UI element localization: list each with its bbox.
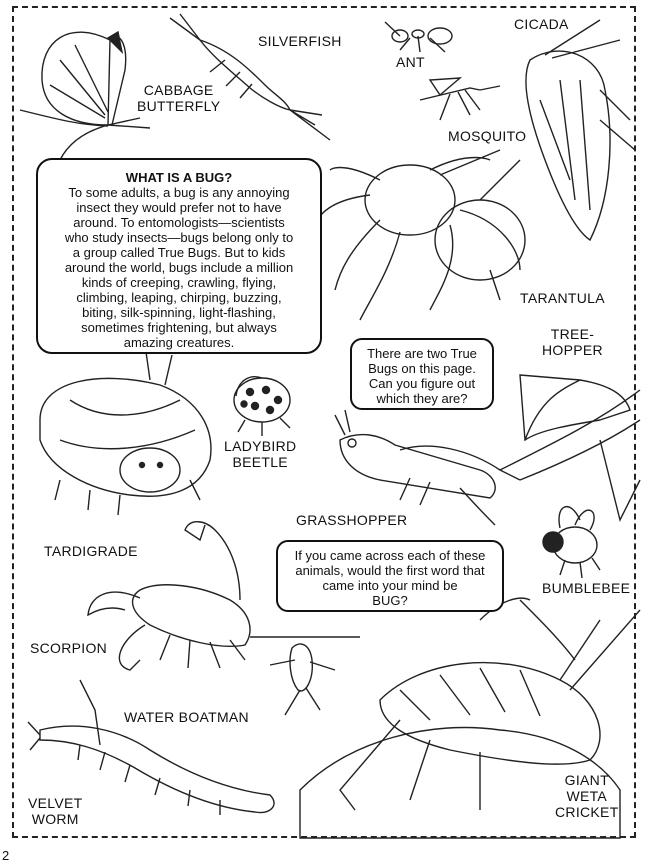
label-treehopper — [542, 326, 603, 358]
first-word-line-1: If you came across each of these — [294, 548, 486, 563]
what-is-a-bug-line-4: who study insects—bugs belong only to — [64, 230, 294, 245]
tardigrade-drawing — [40, 345, 211, 515]
label-tarantula: TARANTULA — [520, 290, 605, 306]
label-giant-weta-line1: GIANT — [564, 772, 609, 788]
label-treehopper-line2: HOPPER — [542, 342, 603, 358]
label-ladybird-line1: LADYBIRD — [224, 438, 297, 454]
label-treehopper-line1: TREE- — [550, 326, 595, 342]
label-ladybird-line2: BEETLE — [232, 454, 288, 470]
label-water-boatman: WATER BOATMAN — [124, 709, 249, 725]
ant-drawing — [385, 22, 452, 52]
label-mosquito: MOSQUITO — [448, 128, 527, 144]
first-word-line-4: BUG? — [372, 593, 408, 608]
tarantula-drawing — [318, 150, 525, 320]
grasshopper-drawing — [335, 410, 520, 525]
what-is-a-bug-title: WHAT IS A BUG? — [125, 170, 233, 185]
true-bugs-line-2: Bugs on this page. — [368, 361, 476, 376]
label-bumblebee: BUMBLEBEE — [542, 580, 631, 596]
what-is-a-bug-line-2: insect they would prefer not to have — [76, 200, 282, 215]
label-velvet-worm-line2: WORM — [31, 811, 79, 827]
ladybird-drawing — [234, 377, 290, 436]
label-silverfish: SILVERFISH — [258, 33, 342, 49]
label-cabbage-butterfly-line2: BUTTERFLY — [137, 98, 221, 114]
page-number: 2 — [2, 848, 10, 863]
what-is-a-bug-line-9: biting, silk-spinning, light-flashing, — [82, 305, 276, 320]
bumblebee-drawing — [543, 507, 600, 578]
what-is-a-bug-line-11: amazing creatures. — [123, 335, 235, 350]
label-velvet-worm — [28, 795, 82, 827]
mosquito-drawing — [420, 78, 500, 120]
label-giant-weta-line2: WETA — [566, 788, 608, 804]
first-word-line-3: came into your mind be — [322, 578, 458, 593]
what-is-a-bug-line-5: a group called True Bugs. But to kids — [72, 245, 286, 260]
what-is-a-bug-line-10: sometimes frightening, but always — [81, 320, 277, 335]
what-is-a-bug-line-3: around. To entomologists—scientists — [73, 215, 285, 230]
label-velvet-worm-line1: VELVET — [28, 795, 83, 811]
first-word-line-2: animals, would the first word that — [295, 563, 485, 578]
label-giant-weta-line3: CRICKET — [555, 804, 619, 820]
cicada-drawing — [526, 20, 635, 240]
cabbage-butterfly-drawing — [20, 32, 150, 160]
true-bugs-question-box — [350, 338, 494, 410]
label-ant: ANT — [396, 54, 425, 70]
what-is-a-bug-line-1: To some adults, a bug is any annoying — [68, 185, 290, 200]
label-tardigrade: TARDIGRADE — [44, 543, 138, 559]
first-word-question-box — [276, 540, 504, 612]
label-giant-weta-cricket — [555, 772, 619, 820]
what-is-a-bug-box — [36, 158, 322, 354]
label-cabbage-butterfly-line1: CABBAGE — [143, 82, 214, 98]
water-boatman-drawing — [250, 637, 360, 715]
label-grasshopper: GRASSHOPPER — [296, 512, 408, 528]
label-cicada: CICADA — [514, 16, 569, 32]
label-cabbage-butterfly — [137, 82, 220, 114]
true-bugs-line-3: Can you figure out — [368, 376, 476, 391]
what-is-a-bug-line-6: around the world, bugs include a million — [64, 260, 294, 275]
true-bugs-line-4: which they are? — [376, 391, 468, 406]
treehopper-drawing — [500, 375, 640, 520]
what-is-a-bug-line-7: kinds of creeping, crawling, flying, — [81, 275, 277, 290]
true-bugs-line-1: There are two True — [367, 346, 477, 361]
label-ladybird-beetle — [224, 438, 296, 470]
label-scorpion: SCORPION — [30, 640, 108, 656]
what-is-a-bug-line-8: climbing, leaping, chirping, buzzing, — [76, 290, 282, 305]
